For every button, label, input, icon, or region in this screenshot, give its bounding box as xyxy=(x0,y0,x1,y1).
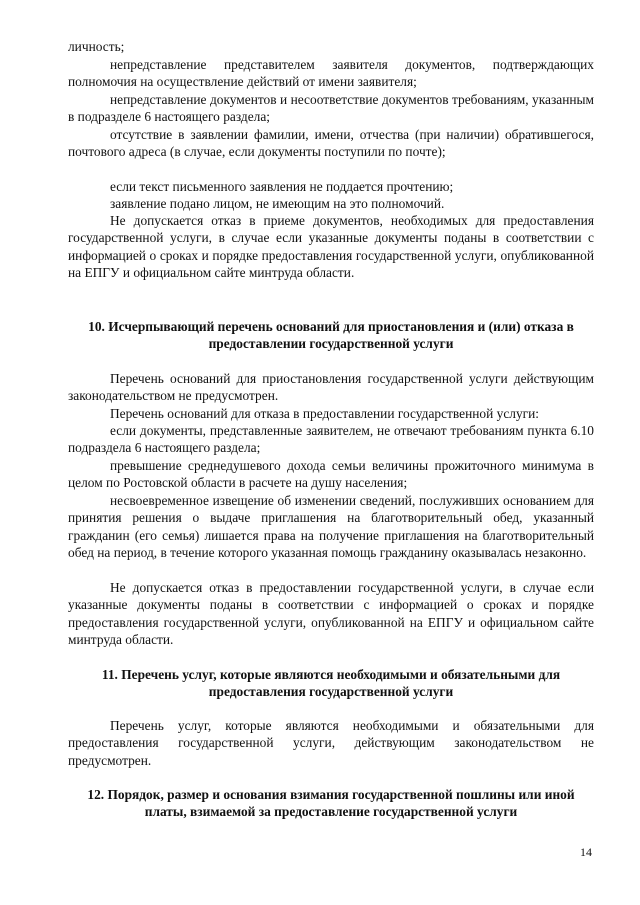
paragraph-no-authority-docs: непредставление представителем заявителя документов, подтверждающих полномочия на осуществление действий от имени заявителя; xyxy=(68,57,594,90)
section-10-heading: 10. Исчерпывающий перечень оснований для приостановления и (или) отказа в предоставлении государственной услуги xyxy=(88,319,574,352)
s10-paragraph-no-refusal: Не допускается отказ в предоставлении государственной услуги, в случае если указанные документы поданы в соответствии с информацией о сроках и порядке предоставления государственной услуги, опубликованной на ЕПГУ и официальном сайте минтруда области. xyxy=(68,580,594,648)
section-11-heading: 11. Перечень услуг, которые являются необходимыми и обязательными для предоставления государственной услуги xyxy=(101,667,561,700)
s10-paragraph-late-notice: несвоевременное извещение об изменении сведений, послуживших основанием для принятия решения о выдаче приглашения на благотворительный обед, указанный гражданин (его семья) лишается права на получение приглашения на благотворительный обед на период, в течение которого указанная помощь гражданину оказывалась незаконно. xyxy=(68,493,594,561)
s10-paragraph-income: превышение среднедушевого дохода семьи величины прожиточного минимума в целом по Ростовской области в расчете на душу населения; xyxy=(68,458,594,491)
paragraph-no-refusal-acceptance: Не допускается отказ в приеме документов, необходимых для предоставления государственной услуги, в случае если указанные документы поданы в соответствии с информацией о сроках и порядке предоставления государственной услуги, опубликованной на ЕПГУ и официальном сайте минтруда области. xyxy=(68,213,594,281)
paragraph-unauthorized: заявление подано лицом, не имеющим на это полномочий. xyxy=(110,196,445,211)
paragraph-unreadable: если текст письменного заявления не поддается прочтению; xyxy=(110,179,454,194)
s10-paragraph-suspension: Перечень оснований для приостановления государственной услуги действующим законодательством не предусмотрен. xyxy=(68,371,594,404)
paragraph-docs-nonconformity: непредставление документов и несоответствие документов требованиям, указанным в подразделе 6 настоящего раздела; xyxy=(68,92,594,125)
s10-paragraph-refusal-list: Перечень оснований для отказа в предоставлении государственной услуги: xyxy=(110,406,540,421)
paragraph-missing-name: отсутствие в заявлении фамилии, имени, отчества (при наличии) обратившегося, почтового адреса (в случае, если документы поступили по почте); xyxy=(68,127,594,160)
section-12-heading: 12. Порядок, размер и основания взимания государственной пошлины или иной платы, взимаемой за предоставление государственной услуги xyxy=(87,787,575,820)
s11-paragraph: Перечень услуг, которые являются необходимыми и обязательными для предоставления государственной услуги, действующим законодательством не предусмотрен. xyxy=(68,718,594,768)
paragraph-line-lichnost: личность; xyxy=(68,39,125,54)
s10-paragraph-docs-requirements: если документы, представленные заявителем, не отвечают требованиям пункта 6.10 подраздела 6 настоящего раздела; xyxy=(68,423,594,456)
page-number: 14 xyxy=(580,845,592,859)
